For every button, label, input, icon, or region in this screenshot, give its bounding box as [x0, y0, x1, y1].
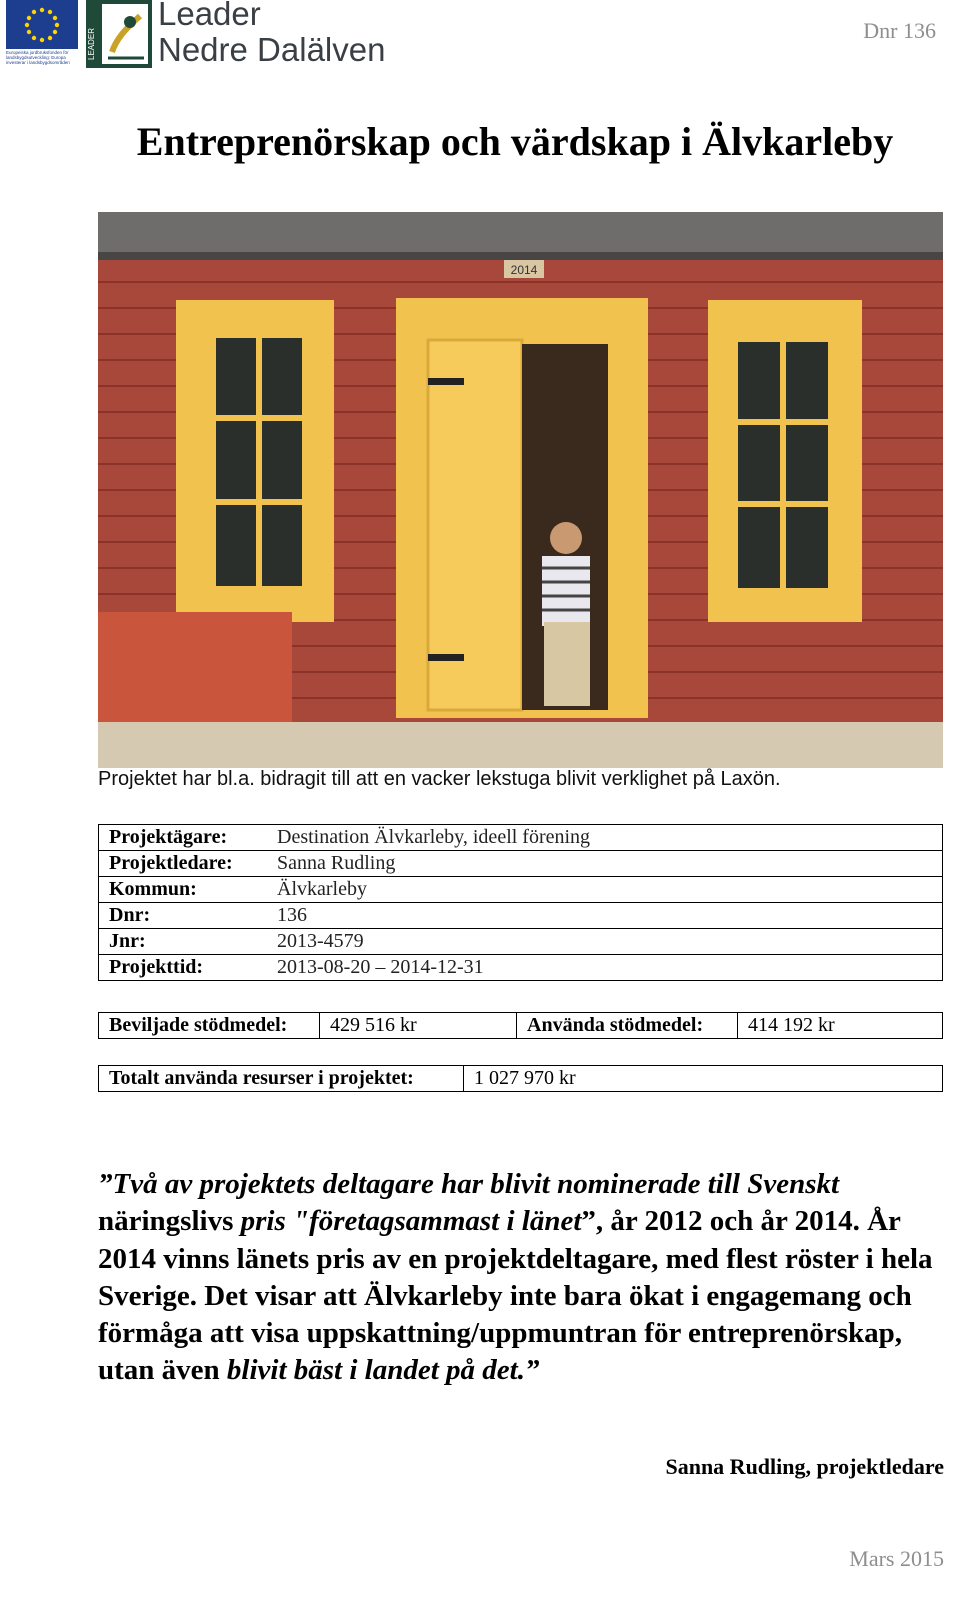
leader-mark-text: LEADER	[87, 27, 96, 60]
quote-part-3: pris "företagsammast i länet	[233, 1205, 582, 1238]
table-row	[99, 1066, 943, 1092]
total-label: Totalt använda resurser i projektet:	[99, 1066, 464, 1092]
footer-date: Mars 2015	[849, 1546, 944, 1571]
info-value: 136	[267, 903, 943, 929]
info-label: Dnr:	[99, 903, 268, 929]
photo-sign-text: 2014	[510, 263, 538, 277]
eu-fund-caption: Europeiska jordbruksfonden för landsbygdsutveckling: Europa investerar i landsbygdsområden	[6, 50, 70, 65]
table-row	[99, 851, 943, 877]
leader-logo	[86, 0, 152, 68]
header-dnr: Dnr 136	[863, 18, 936, 43]
quote-part-2: näringslivs	[98, 1205, 234, 1238]
granted-value: 429 516 kr	[320, 1013, 517, 1039]
info-value: Destination Älvkarleby, ideell förening	[267, 825, 943, 851]
quote-signature: Sanna Rudling, projektledare	[665, 1454, 944, 1479]
project-info-table	[98, 824, 943, 981]
info-label: Projektägare:	[99, 825, 268, 851]
info-value: Älvkarleby	[267, 877, 943, 903]
table-row	[99, 1013, 943, 1039]
table-row	[99, 955, 943, 981]
photo-caption: Projektet har bl.a. bidragit till att en vacker lekstuga blivit verklighet på Laxön.	[98, 768, 781, 790]
info-value: Sanna Rudling	[267, 851, 943, 877]
leader-name-line2: Nedre Dalälven	[158, 31, 386, 68]
eu-flag-logo	[6, 0, 78, 49]
info-label: Projektledare:	[99, 851, 268, 877]
table-row	[99, 877, 943, 903]
used-value: 414 192 kr	[738, 1013, 943, 1039]
info-label: Jnr:	[99, 929, 268, 955]
project-quote	[98, 1166, 943, 1390]
leader-name	[158, 0, 385, 68]
info-label: Projekttid:	[99, 955, 268, 981]
granted-label: Beviljade stödmedel:	[99, 1013, 320, 1039]
playhouse-photo	[98, 212, 943, 768]
leader-name-line1: Leader	[158, 0, 261, 32]
used-label: Använda stödmedel:	[517, 1013, 738, 1039]
info-value: 2013-4579	[267, 929, 943, 955]
total-resources-table	[98, 1065, 943, 1092]
funding-table	[98, 1012, 943, 1039]
quote-part-1: ”Två av projektets deltagare har blivit nominerade till Svenskt	[98, 1168, 840, 1200]
table-row	[99, 929, 943, 955]
quote-part-4: ”, år 2012 och år 2014. År 2014 vinns länets pris av en projektdeltagare, med flest röster i hela Sverige. Det visar att Älvkarleby inte bara ökat i engagemang och förmåga att visa uppskattning/uppmuntran för entreprenörskap, utan även	[98, 1205, 933, 1387]
info-label: Kommun:	[99, 877, 268, 903]
table-row	[99, 825, 943, 851]
quote-part-5: blivit bäst i landet på det.”	[226, 1354, 540, 1387]
table-row	[99, 903, 943, 929]
document-title: Entreprenörskap och värdskap i Älvkarleby	[136, 119, 894, 164]
info-value: 2013-08-20 – 2014-12-31	[267, 955, 943, 981]
total-value: 1 027 970 kr	[464, 1066, 943, 1092]
